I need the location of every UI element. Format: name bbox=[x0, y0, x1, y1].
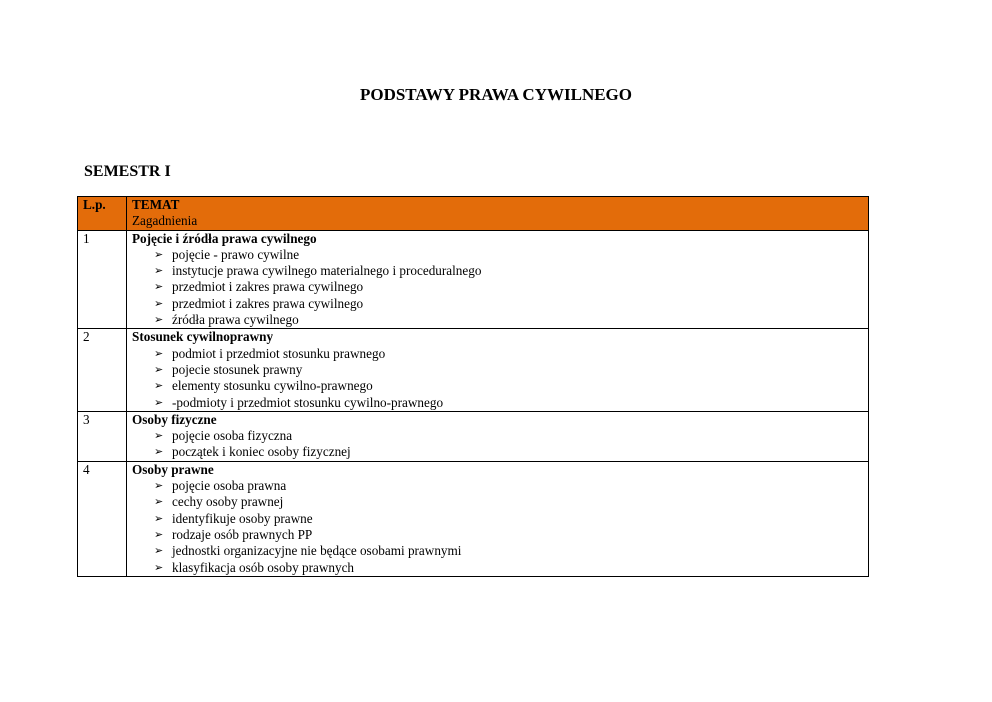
topic-cell bbox=[127, 329, 869, 411]
arrowhead-bullet-icon: ➢ bbox=[154, 313, 164, 327]
arrowhead-bullet-icon: ➢ bbox=[154, 544, 164, 558]
list-item-text: źródła prawa cywilnego bbox=[172, 312, 299, 328]
list-item bbox=[154, 312, 868, 328]
arrowhead-bullet-icon: ➢ bbox=[154, 264, 164, 278]
arrowhead-bullet-icon: ➢ bbox=[154, 429, 164, 443]
arrowhead-bullet-icon: ➢ bbox=[154, 296, 164, 310]
arrowhead-bullet-icon: ➢ bbox=[154, 560, 164, 574]
row-number-cell bbox=[78, 411, 127, 461]
topic-items-list bbox=[132, 428, 868, 461]
semester-heading: SEMESTR I bbox=[84, 163, 171, 180]
arrowhead-bullet-icon: ➢ bbox=[154, 527, 164, 541]
arrowhead-bullet-icon: ➢ bbox=[154, 362, 164, 376]
list-item bbox=[154, 560, 868, 576]
topic-cell bbox=[127, 461, 869, 576]
list-item-text: identyfikuje osoby prawne bbox=[172, 510, 313, 526]
list-item-text: podmiot i przedmiot stosunku prawnego bbox=[172, 345, 386, 361]
topic-title: Pojęcie i źródła prawa cywilnego bbox=[132, 230, 317, 246]
row-number-cell bbox=[78, 461, 127, 576]
arrowhead-bullet-icon: ➢ bbox=[154, 395, 164, 409]
table-row bbox=[78, 329, 869, 411]
list-item-text: przedmiot i zakres prawa cywilnego bbox=[172, 279, 364, 295]
list-item-text: -podmioty i przedmiot stosunku cywilno-prawnego bbox=[172, 394, 444, 410]
arrowhead-bullet-icon: ➢ bbox=[154, 280, 164, 294]
list-item bbox=[154, 263, 868, 279]
arrowhead-bullet-icon: ➢ bbox=[154, 445, 164, 459]
list-item-text: pojecie stosunek prawny bbox=[172, 361, 303, 377]
list-item-text: przedmiot i zakres prawa cywilnego bbox=[172, 295, 364, 311]
row-number: 4 bbox=[83, 461, 90, 477]
header-subtopic-label: Zagadnienia bbox=[132, 213, 198, 229]
topic-items-list bbox=[132, 478, 868, 576]
list-item-text: pojęcie - prawo cywilne bbox=[172, 246, 300, 262]
header-topic-label: TEMAT bbox=[132, 197, 180, 212]
arrowhead-bullet-icon: ➢ bbox=[154, 479, 164, 493]
list-item bbox=[154, 346, 868, 362]
list-item-text: cechy osoby prawnej bbox=[172, 494, 284, 510]
list-item-text: pojęcie osoba prawna bbox=[172, 478, 287, 494]
list-item bbox=[154, 296, 868, 312]
arrowhead-bullet-icon: ➢ bbox=[154, 495, 164, 509]
list-item bbox=[154, 478, 868, 494]
list-item bbox=[154, 395, 868, 411]
arrowhead-bullet-icon: ➢ bbox=[154, 247, 164, 261]
list-item bbox=[154, 444, 868, 460]
list-item-text: początek i koniec osoby fizycznej bbox=[172, 444, 351, 460]
table-header-row bbox=[78, 197, 869, 231]
list-item bbox=[154, 279, 868, 295]
topic-title: Osoby prawne bbox=[132, 461, 214, 477]
arrowhead-bullet-icon: ➢ bbox=[154, 511, 164, 525]
syllabus-table bbox=[77, 196, 869, 577]
topic-title: Osoby fizyczne bbox=[132, 411, 217, 427]
list-item-text: instytucje prawa cywilnego materialnego i proceduralnego bbox=[172, 263, 482, 279]
row-number-cell bbox=[78, 329, 127, 411]
list-item bbox=[154, 362, 868, 378]
header-lp-cell bbox=[78, 197, 127, 231]
list-item bbox=[154, 494, 868, 510]
table-row bbox=[78, 411, 869, 461]
header-topic-cell bbox=[127, 197, 869, 231]
topic-items-list bbox=[132, 346, 868, 411]
list-item-text: jednostki organizacyjne nie będące osobami prawnymi bbox=[172, 543, 462, 559]
list-item bbox=[154, 543, 868, 559]
header-lp-label: L.p. bbox=[83, 197, 106, 212]
topic-cell bbox=[127, 411, 869, 461]
list-item-text: pojęcie osoba fizyczna bbox=[172, 428, 293, 444]
list-item bbox=[154, 511, 868, 527]
topic-title: Stosunek cywilnoprawny bbox=[132, 329, 274, 345]
table-row bbox=[78, 230, 869, 329]
list-item-text: rodzaje osób prawnych PP bbox=[172, 526, 313, 542]
list-item bbox=[154, 247, 868, 263]
list-item bbox=[154, 378, 868, 394]
list-item bbox=[154, 428, 868, 444]
list-item-text: klasyfikacja osób osoby prawnych bbox=[172, 559, 355, 575]
arrowhead-bullet-icon: ➢ bbox=[154, 346, 164, 360]
topic-items-list bbox=[132, 247, 868, 328]
table-row bbox=[78, 461, 869, 576]
row-number: 3 bbox=[83, 411, 90, 427]
list-item bbox=[154, 527, 868, 543]
list-item-text: elementy stosunku cywilno-prawnego bbox=[172, 378, 373, 394]
row-number: 1 bbox=[83, 230, 90, 246]
arrowhead-bullet-icon: ➢ bbox=[154, 379, 164, 393]
row-number: 2 bbox=[83, 329, 90, 345]
topic-cell bbox=[127, 230, 869, 329]
document-title: PODSTAWY PRAWA CYWILNEGO bbox=[359, 85, 633, 104]
row-number-cell bbox=[78, 230, 127, 329]
